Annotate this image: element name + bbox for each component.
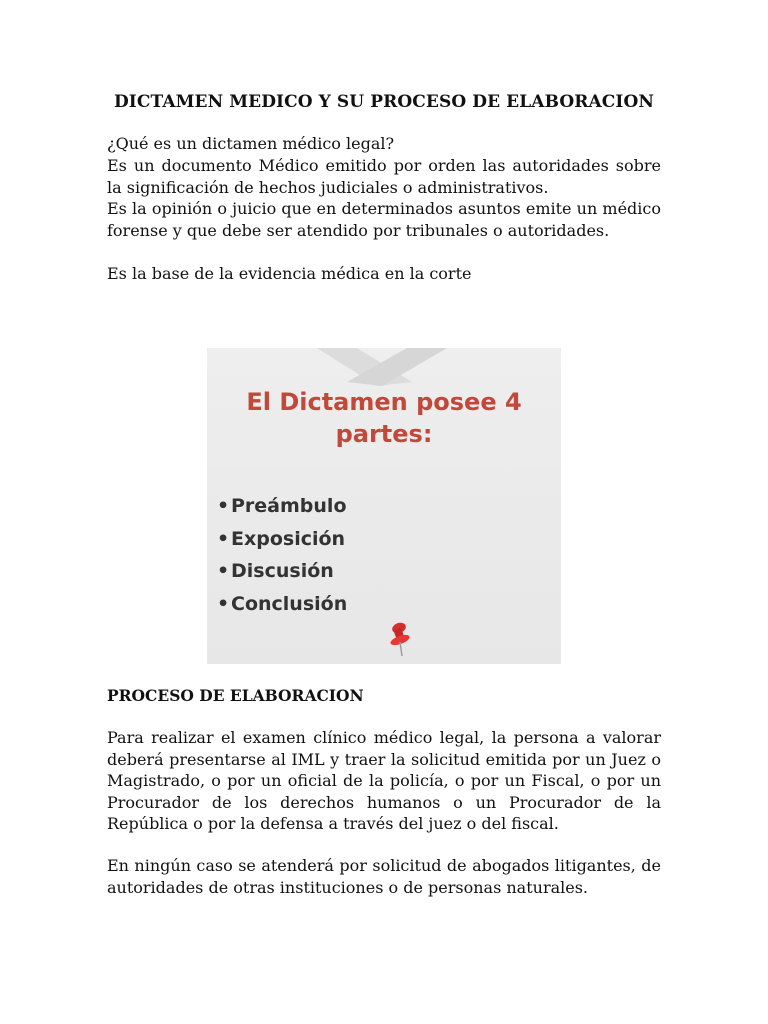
part-label: Exposición — [231, 527, 346, 550]
slide-title-line-1: El Dictamen posee 4 — [246, 388, 522, 416]
question-text: ¿Qué es un dictamen médico legal? — [107, 134, 395, 153]
slide-image — [207, 348, 561, 664]
bullet: • — [217, 495, 230, 517]
bullet: • — [217, 560, 230, 582]
parts-list — [217, 490, 347, 620]
bullet: • — [217, 592, 230, 615]
section-heading: PROCESO DE ELABORACION — [107, 686, 364, 705]
tape-decoration — [207, 348, 561, 388]
list-item — [217, 555, 347, 588]
document-title: DICTAMEN MEDICO Y SU PROCESO DE ELABORACION — [113, 92, 655, 112]
restriction-paragraph: En ningún caso se atenderá por solicitud de abogados litigantes, de autoridades de otras instituciones o de personas naturales. — [107, 856, 661, 897]
process-paragraph: Para realizar el examen clínico médico legal, la persona a valorar deberá presentarse al IML y traer la solicitud emitida por un Juez o Magistrado, o por un oficial de la policía, o por un Fiscal, o por un Procurador de los derechos humanos o un Procurador de la República o por la defensa a través del juez o del fiscal. — [107, 728, 661, 833]
pushpin-icon — [385, 618, 413, 658]
list-item — [217, 490, 347, 523]
slide-title — [207, 386, 561, 450]
list-item — [217, 588, 347, 621]
list-item — [217, 523, 347, 556]
statement-text: Es la base de la evidencia médica en la corte — [107, 264, 472, 283]
bullet: • — [217, 527, 230, 550]
part-label: Discusión — [231, 560, 334, 582]
part-label: Preámbulo — [231, 495, 347, 517]
part-label: Conclusión — [231, 592, 348, 615]
slide-title-line-2: partes: — [335, 420, 433, 448]
definition-paragraph-2: Es la opinión o juicio que en determinados asuntos emite un médico forense y que debe ser atendido por tribunales o autoridades. — [107, 199, 661, 240]
definition-paragraph-1: Es un documento Médico emitido por orden las autoridades sobre la significación de hechos judiciales o administrativos. — [107, 156, 661, 197]
